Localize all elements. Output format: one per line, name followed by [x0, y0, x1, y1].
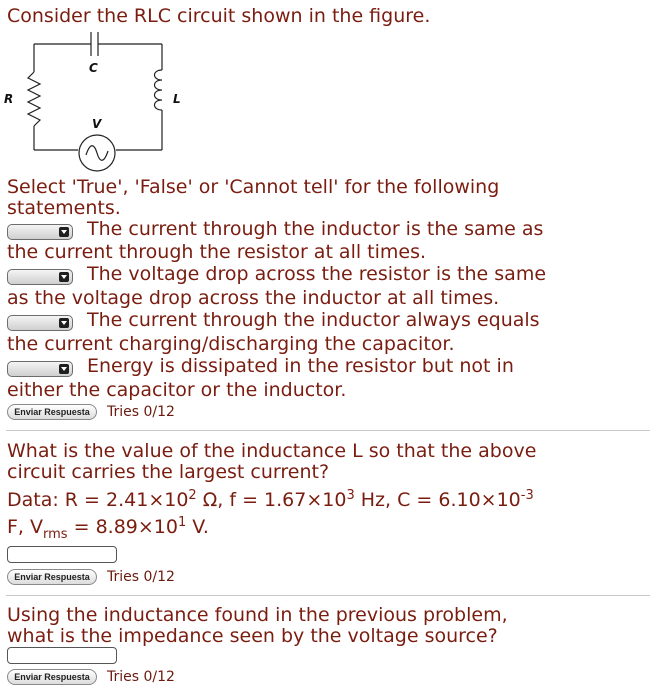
statement-3-select[interactable]	[7, 315, 73, 331]
q2-submit-button[interactable]: Enviar Respuesta	[7, 569, 97, 585]
divider	[6, 595, 650, 596]
q3-line2: what is the impedance seen by the voltage source?	[7, 625, 498, 647]
r-exponent: 2	[188, 488, 197, 503]
statement-2-line1: The voltage drop across the resistor is the same	[87, 263, 547, 285]
inductance-answer-input[interactable]	[7, 546, 117, 563]
statement-4-line2: either the capacitor or the inductor.	[7, 379, 347, 401]
statement-2-select[interactable]	[7, 269, 73, 285]
q2-r-unit: Ω, f = 1.67×10	[196, 489, 347, 511]
resistor-label: R	[4, 92, 14, 106]
v-exponent: 1	[177, 515, 187, 530]
q2-data-line	[7, 489, 534, 511]
statement-2-line2: as the voltage drop across the inductor at all times.	[7, 287, 500, 309]
statement-4-line1: Energy is dissipated in the resistor but not in	[87, 355, 514, 377]
source-label: V	[92, 117, 102, 131]
intro-text: Consider the RLC circuit shown in the figure.	[7, 5, 431, 27]
q2-tries: Tries 0/12	[107, 569, 175, 585]
q1-tries: Tries 0/12	[107, 404, 175, 420]
q3-submit-button[interactable]: Enviar Respuesta	[7, 669, 97, 685]
resistor-zigzag	[28, 72, 40, 126]
v-subscript: rms	[43, 527, 68, 542]
statement-1-select[interactable]	[7, 224, 73, 240]
statement-1-line1: The current through the inductor is the same as	[87, 218, 544, 240]
q2-f-unit: Hz, C = 6.10×10	[354, 489, 521, 511]
chevron-down-icon	[59, 272, 69, 282]
q3-tries: Tries 0/12	[107, 669, 175, 685]
statement-3-line1: The current through the inductor always equals	[87, 309, 540, 331]
inductor-coil	[155, 70, 163, 110]
capacitor-label: C	[89, 61, 98, 75]
impedance-answer-input[interactable]	[7, 647, 117, 664]
q1-prompt-line2: statements.	[7, 197, 121, 219]
c-exponent: -3	[520, 488, 534, 503]
divider	[6, 430, 650, 431]
chevron-down-icon	[59, 318, 69, 328]
q2-line2: circuit carries the largest current?	[7, 461, 330, 483]
q2-v-mid: = 8.89×10	[67, 516, 178, 538]
q2-voltage-line	[7, 515, 209, 542]
statement-3-line2: the current charging/discharging the capacitor.	[7, 333, 455, 355]
q3-line1: Using the inductance found in the previous problem,	[7, 604, 508, 626]
q2-v-unit: V.	[186, 516, 209, 538]
chevron-down-icon	[59, 364, 69, 374]
q1-prompt-line1: Select 'True', 'False' or 'Cannot tell' for the following	[7, 176, 500, 198]
statement-1-line2: the current through the resistor at all times.	[7, 241, 427, 263]
q2-line1: What is the value of the inductance L so that the above	[7, 440, 537, 462]
q2-line4-prefix: F, V	[7, 516, 44, 538]
inductor-label: L	[173, 92, 181, 106]
chevron-down-icon	[59, 227, 69, 237]
q2-data-prefix: Data: R = 2.41×10	[7, 489, 189, 511]
statement-4-select[interactable]	[7, 361, 73, 377]
rlc-circuit-diagram	[0, 24, 200, 184]
q1-submit-button[interactable]: Enviar Respuesta	[7, 404, 97, 420]
f-exponent: 3	[346, 488, 355, 503]
